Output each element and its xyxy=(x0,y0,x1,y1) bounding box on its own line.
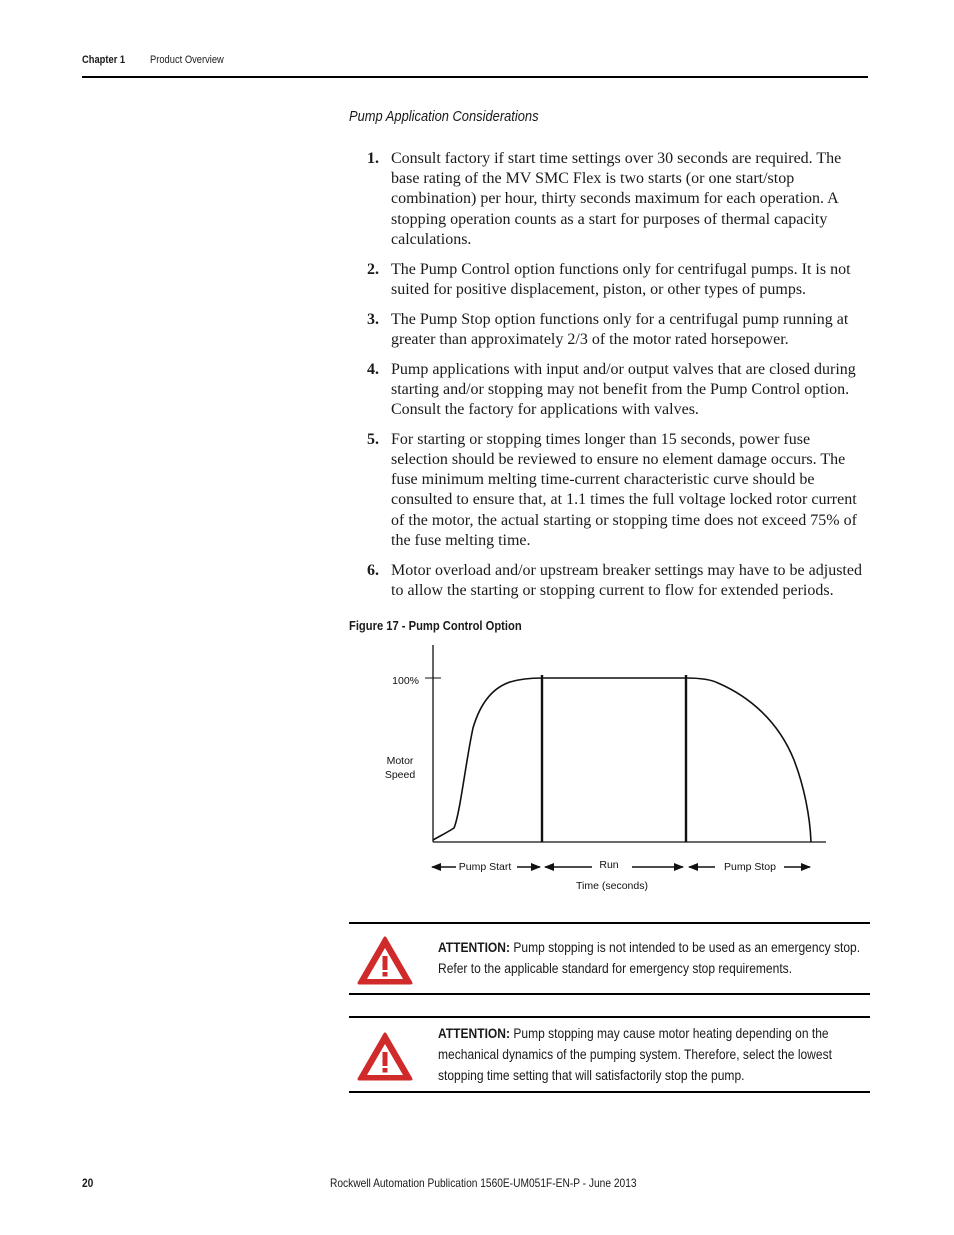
y-tick-label: 100% xyxy=(392,675,419,687)
attention-box xyxy=(349,1016,870,1093)
step-number: 4. xyxy=(367,360,379,378)
attention-message: Pump stopping may cause motor heating depending on the mechanical dynamics of the pumping system. Therefore, select the lowest stopping time setting that will satisfactorily stop the pump. xyxy=(438,1025,832,1083)
publication-info: Rockwell Automation Publication 1560E-UM051F-EN-P - June 2013 xyxy=(330,1176,637,1190)
x-axis-label: Time (seconds) xyxy=(576,880,648,892)
attention-box xyxy=(349,922,870,995)
figure-caption: Figure 17 - Pump Control Option xyxy=(349,618,522,633)
attention-text xyxy=(438,937,868,979)
list-item xyxy=(349,260,869,300)
step-text: Consult factory if start time settings over 30 seconds are required. The base rating of the MV SMC Flex is two starts (or one start/stop combination) per hour, thirty seconds maximum for each operation. A stopping operation counts as a start for purposes of thermal capacity calculations. xyxy=(391,150,842,248)
attention-text xyxy=(438,1023,868,1086)
run-label: Run xyxy=(599,859,619,871)
y-axis-label-line1: Motor xyxy=(386,755,414,767)
step-text: Pump applications with input and/or output valves that are closed during starting and/or stopping may not benefit from the Pump Control option. Consult the factory for applications with valves. xyxy=(391,360,856,419)
step-number: 3. xyxy=(367,310,379,328)
attention-label: ATTENTION: xyxy=(438,939,511,955)
chapter-label: Chapter 1 xyxy=(82,54,126,66)
step-number: 6. xyxy=(367,561,379,579)
step-text: The Pump Control option functions only for centrifugal pumps. It is not suited for positive displacement, piston, or other types of pumps. xyxy=(391,260,851,298)
step-number: 5. xyxy=(367,430,379,448)
step-text: The Pump Stop option functions only for a centrifugal pump running at greater than approximately 2/3 of the motor rated horsepower. xyxy=(391,310,849,348)
warning-triangle-icon xyxy=(357,936,413,986)
step-number: 2. xyxy=(367,260,379,278)
page-header xyxy=(82,52,868,78)
pump-control-diagram xyxy=(380,640,840,900)
section-label: Product Overview xyxy=(150,54,224,66)
page-number: 20 xyxy=(82,1176,94,1190)
pump-stop-label: Pump Stop xyxy=(724,861,776,873)
steps-list xyxy=(349,149,869,611)
step-number: 1. xyxy=(367,150,379,167)
list-item xyxy=(349,561,869,601)
list-item xyxy=(349,310,869,350)
attention-message: Pump stopping is not intended to be used as an emergency stop. Refer to the applicable standard for emergency stop requirements. xyxy=(438,939,861,976)
list-item xyxy=(349,430,869,551)
step-text: For starting or stopping times longer than 15 seconds, power fuse selection should be reviewed to ensure no element damage occurs. The fuse minimum melting time-current characteristic curve should be consulted to ensure that, at 1.1 times the full voltage locked rotor current of the motor, the actual starting or stopping time does not exceed 75% of the fuse melting time. xyxy=(391,430,857,549)
speed-curve xyxy=(433,678,811,842)
pump-start-label: Pump Start xyxy=(458,861,512,873)
step-text: Motor overload and/or upstream breaker settings may have to be adjusted to allow the starting or stopping current to flow for extended periods. xyxy=(391,561,862,599)
attention-label: ATTENTION: xyxy=(438,1025,511,1041)
list-item xyxy=(349,149,869,250)
warning-triangle-icon xyxy=(357,1032,413,1082)
y-axis-label-line2: Speed xyxy=(384,769,416,781)
section-title: Pump Application Considerations xyxy=(349,108,539,125)
list-item xyxy=(349,360,869,421)
